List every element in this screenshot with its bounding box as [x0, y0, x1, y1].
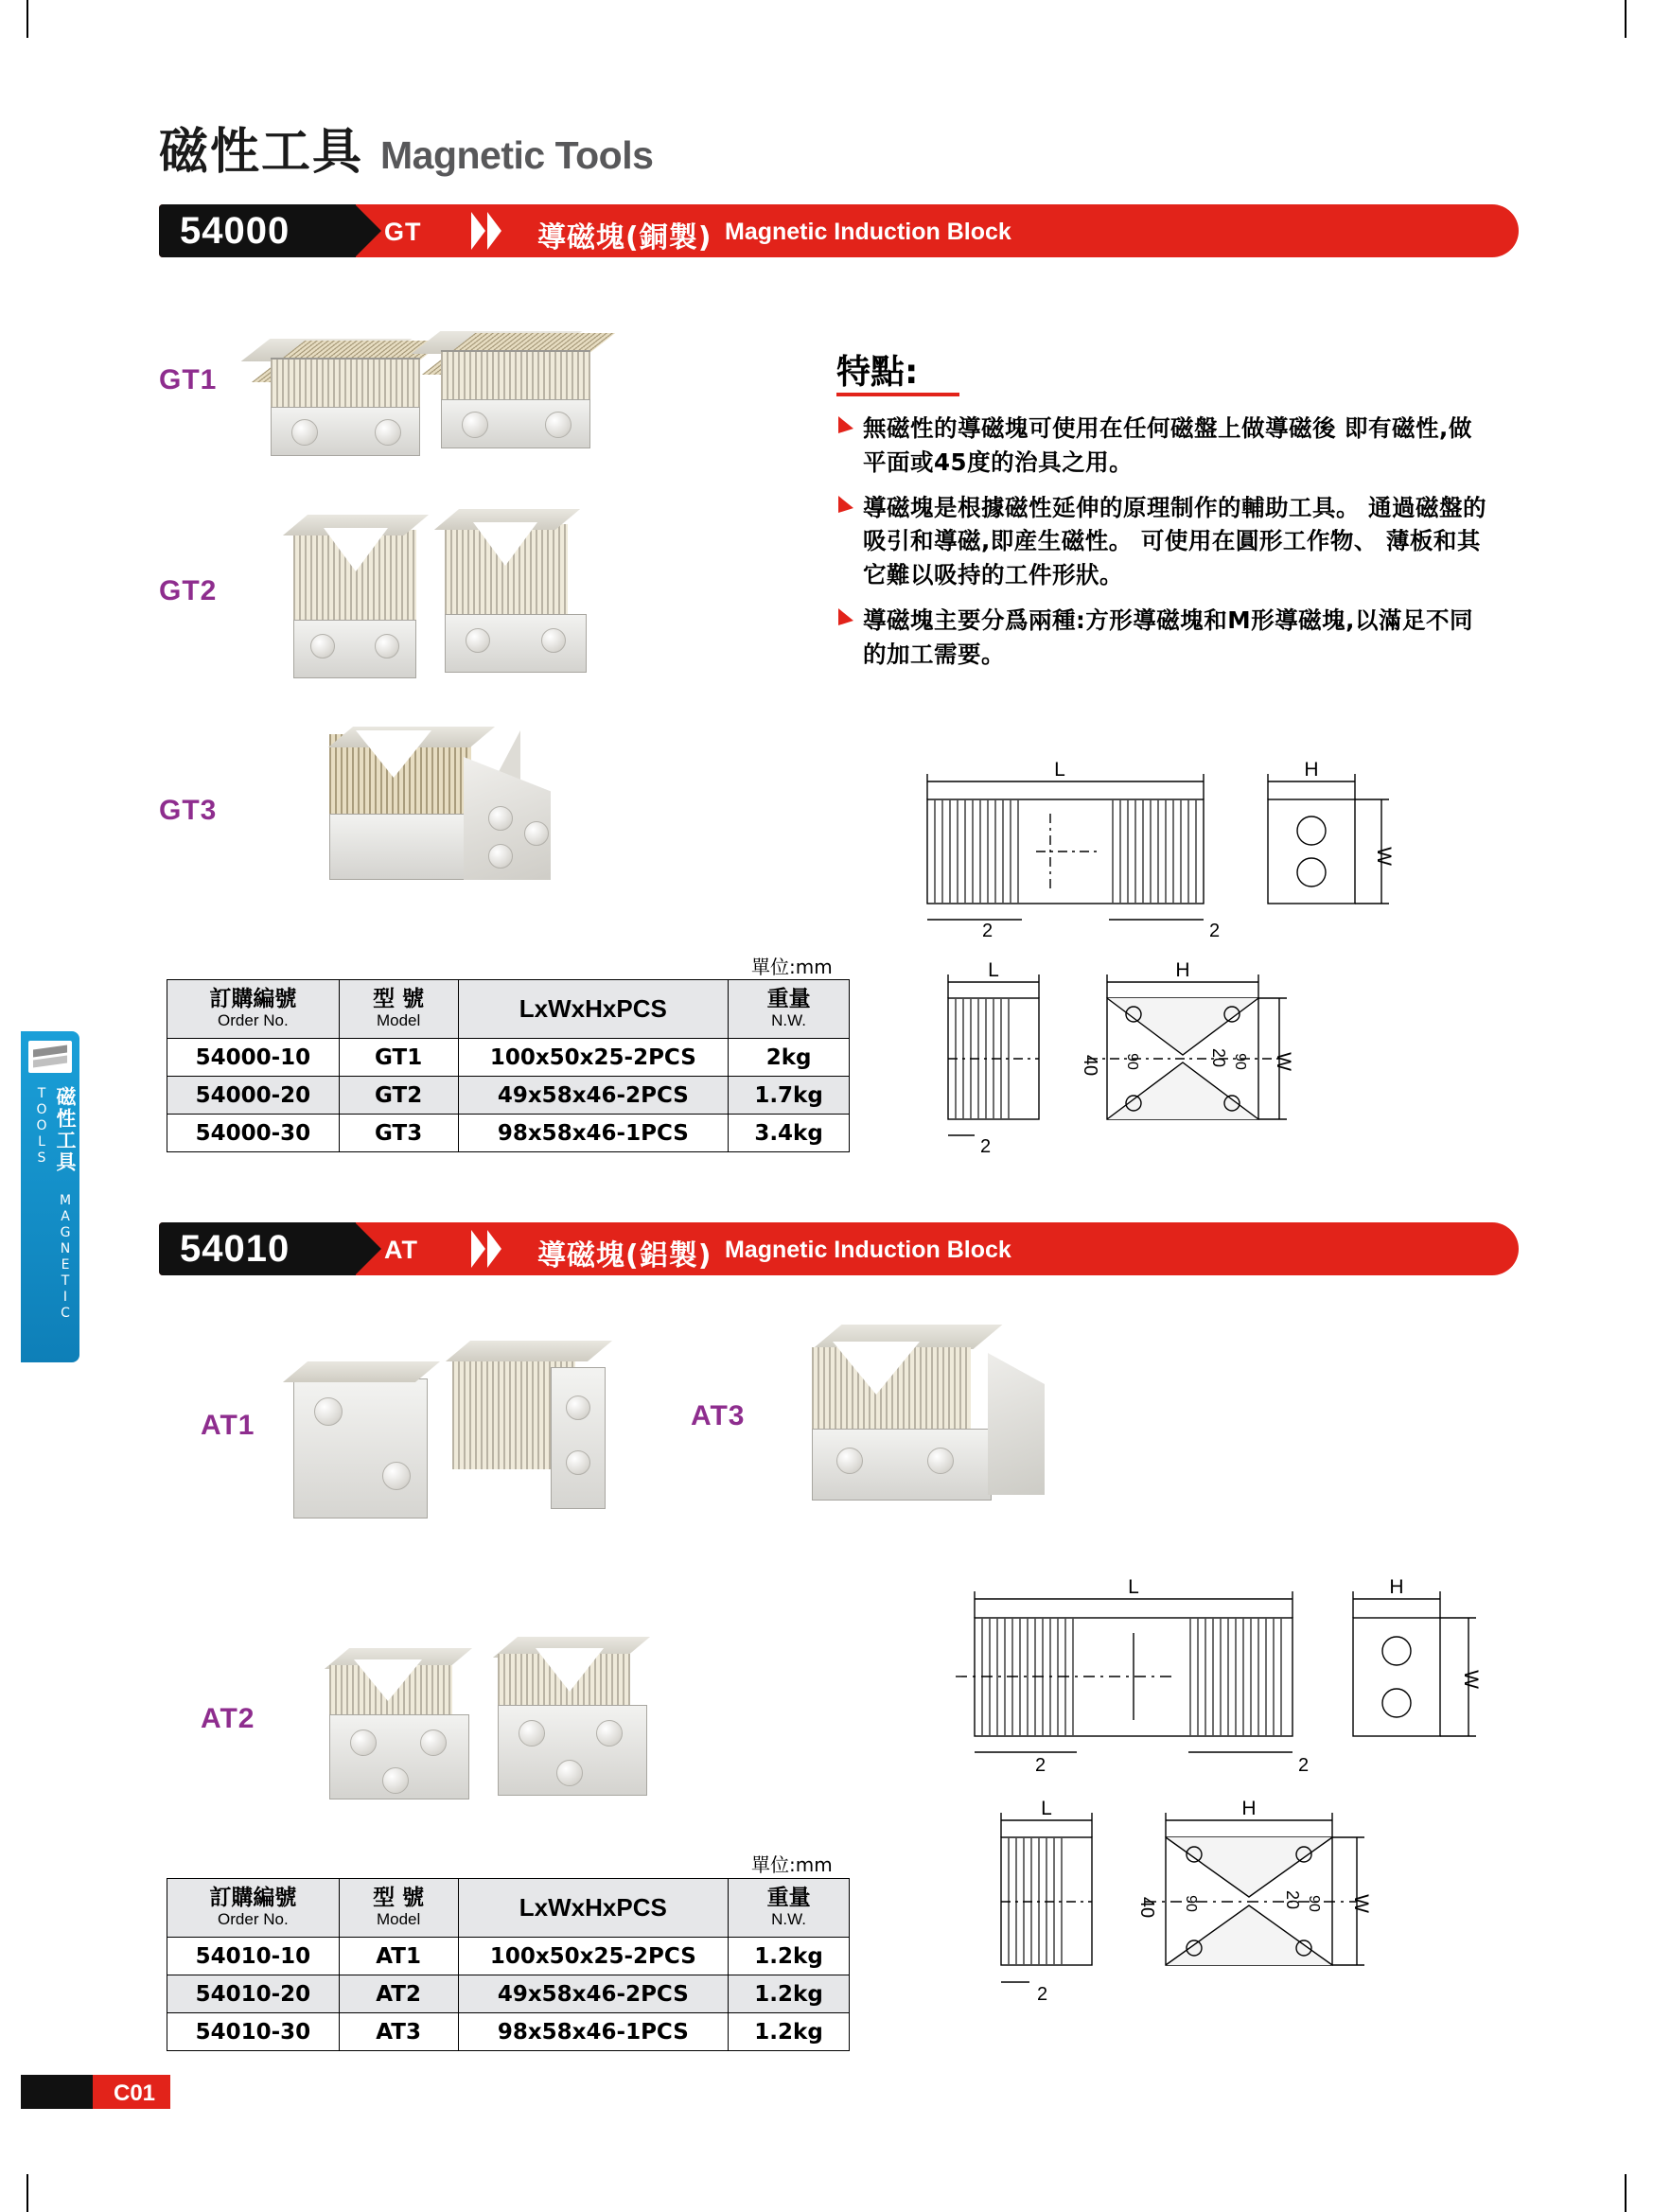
section-name-cn: 導磁塊(鋁製)	[537, 1239, 712, 1273]
svg-text:H: H	[1175, 959, 1190, 981]
cell-model: AT2	[339, 1975, 458, 2013]
th-weight-cn: 重量	[766, 1886, 811, 1911]
svg-text:20: 20	[1283, 1889, 1302, 1910]
feature-text: 導磁塊主要分爲兩種:方形導磁塊和M形導磁塊,以滿足不同的加工需要。	[863, 606, 1473, 668]
page-title	[159, 112, 653, 183]
page-title-cn: 磁性工具	[159, 124, 364, 181]
cell-dimensions: 49x58x46-2PCS	[458, 1975, 729, 2013]
svg-text:H: H	[1241, 1798, 1257, 1819]
cell-dimensions: 49x58x46-2PCS	[458, 1077, 729, 1115]
svg-text:L: L	[1128, 1576, 1139, 1598]
model-label-gt3: GT3	[159, 795, 218, 826]
cell-dimensions: 100x50x25-2PCS	[458, 1938, 729, 1975]
cell-order-no: 54000-30	[167, 1115, 340, 1152]
th-model-en: Model	[376, 1910, 421, 1929]
th-order-no-cn: 訂購編號	[209, 1886, 297, 1911]
th-model-cn: 型 號	[373, 1886, 425, 1911]
svg-text:2: 2	[1298, 1755, 1310, 1776]
th-order-no-cn: 訂購編號	[209, 987, 297, 1012]
svg-text:W: W	[1373, 847, 1395, 866]
th-weight-cn: 重量	[766, 987, 811, 1012]
crop-mark-tr-v	[1625, 0, 1627, 38]
product-photo-at1	[284, 1329, 662, 1537]
th-dimensions	[458, 980, 729, 1039]
table-row	[167, 1975, 850, 2013]
cell-weight: 1.2kg	[729, 1938, 850, 1975]
svg-text:W: W	[1350, 1894, 1372, 1913]
th-weight-en: N.W.	[771, 1011, 806, 1030]
product-photo-at2	[322, 1627, 719, 1817]
svg-text:L: L	[1041, 1798, 1052, 1819]
table-row	[167, 1039, 850, 1077]
svg-text:L: L	[1054, 759, 1065, 781]
cell-weight: 1.7kg	[729, 1077, 850, 1115]
th-dimensions	[458, 1879, 729, 1938]
model-label-at1: AT1	[201, 1410, 255, 1441]
svg-text:W: W	[1273, 1052, 1294, 1071]
unit-note-2: 單位:mm	[751, 1853, 833, 1876]
th-dimensions-label: LxWxHxPCS	[519, 994, 667, 1023]
section-name-en: Magnetic Induction Block	[725, 1237, 1011, 1263]
cell-weight: 1.2kg	[729, 1975, 850, 2013]
spec-table-54000	[167, 979, 850, 1152]
side-tab-label-cn: 磁性工具	[54, 1086, 77, 1173]
svg-text:W: W	[1460, 1670, 1482, 1689]
section-abbr: GT	[384, 218, 422, 246]
cell-model: GT3	[339, 1115, 458, 1152]
features-underline	[836, 393, 959, 396]
table-header-row	[167, 1879, 850, 1938]
svg-text:90: 90	[1232, 1053, 1248, 1070]
cell-order-no: 54000-20	[167, 1077, 340, 1115]
th-dimensions-label: LxWxHxPCS	[519, 1893, 667, 1922]
cell-model: GT1	[339, 1039, 458, 1077]
technical-drawing-54010	[956, 1571, 1542, 2044]
feature-item	[838, 412, 1491, 480]
section-code: 54000	[180, 210, 290, 252]
cell-model: AT3	[339, 2013, 458, 2051]
arrow-bullet-icon	[838, 604, 863, 672]
features-title: 特點:	[836, 353, 919, 392]
model-label-gt1: GT1	[159, 364, 218, 395]
th-model-en: Model	[376, 1011, 421, 1030]
drawing-svg	[956, 1571, 1542, 2044]
svg-text:2: 2	[1035, 1755, 1046, 1776]
svg-text:H: H	[1304, 759, 1319, 781]
cell-dimensions: 98x58x46-1PCS	[458, 1115, 729, 1152]
svg-text:H: H	[1389, 1576, 1404, 1598]
th-weight-en: N.W.	[771, 1910, 806, 1929]
cell-order-no: 54010-10	[167, 1938, 340, 1975]
model-label-gt2: GT2	[159, 575, 218, 606]
feature-item	[838, 491, 1491, 592]
model-label-at2: AT2	[201, 1703, 255, 1734]
tools-icon	[28, 1041, 72, 1073]
cell-model: GT2	[339, 1077, 458, 1115]
crop-mark-bl-v	[26, 2174, 28, 2212]
svg-text:2: 2	[980, 1136, 992, 1157]
feature-text: 無磁性的導磁塊可使用在任何磁盤上做導磁後 即有磁性,做平面或45度的治具之用。	[863, 414, 1472, 476]
chevron-icon	[471, 1230, 503, 1273]
table-row	[167, 1115, 850, 1152]
crop-mark-br-v	[1625, 2174, 1627, 2212]
table-row	[167, 2013, 850, 2051]
table-row	[167, 1077, 850, 1115]
technical-drawing-54000	[908, 757, 1476, 1211]
th-order-no-en: Order No.	[218, 1011, 289, 1030]
cell-weight: 3.4kg	[729, 1115, 850, 1152]
page-number: C01	[114, 2080, 156, 2106]
product-photo-at3	[795, 1315, 1107, 1533]
section-name-cn: 導磁塊(銅製)	[537, 221, 712, 255]
cell-weight: 1.2kg	[729, 2013, 850, 2051]
feature-text: 導磁塊是根據磁性延伸的原理制作的輔助工具。 通過磁盤的吸引和導磁,即産生磁性。 可使用在圓形工作物、 薄板和其它難以吸持的工件形狀。	[863, 493, 1487, 589]
side-tab-text	[21, 1086, 79, 1362]
section-code: 54010	[180, 1228, 290, 1270]
th-model	[339, 980, 458, 1039]
svg-text:L: L	[988, 959, 999, 981]
svg-text:90: 90	[1306, 1895, 1322, 1912]
page-title-en: Magnetic Tools	[380, 133, 654, 177]
side-tab-label-en: MAGNETIC TOOLS	[34, 1086, 73, 1322]
svg-text:90: 90	[1183, 1895, 1199, 1912]
product-photo-gt2	[284, 501, 662, 681]
th-model	[339, 1879, 458, 1938]
arrow-bullet-icon	[838, 491, 863, 592]
feature-item	[838, 604, 1491, 672]
drawing-svg	[908, 757, 1476, 1211]
svg-text:2: 2	[982, 921, 994, 941]
svg-text:40: 40	[1080, 1054, 1100, 1077]
section-banner-54010	[159, 1222, 1519, 1275]
section-banner-54000	[159, 204, 1519, 257]
th-weight	[729, 980, 850, 1039]
features-list	[838, 412, 1491, 682]
cell-order-no: 54010-30	[167, 2013, 340, 2051]
cell-weight: 2kg	[729, 1039, 850, 1077]
th-model-cn: 型 號	[373, 987, 425, 1012]
unit-note-1: 單位:mm	[751, 956, 833, 978]
cell-dimensions: 98x58x46-1PCS	[458, 2013, 729, 2051]
spec-table-54010	[167, 1878, 850, 2051]
cell-order-no: 54010-20	[167, 1975, 340, 2013]
chevron-icon	[471, 212, 503, 255]
th-order-no	[167, 980, 340, 1039]
arrow-bullet-icon	[838, 412, 863, 480]
side-tab[interactable]	[21, 1031, 79, 1362]
th-weight	[729, 1879, 850, 1938]
th-order-no	[167, 1879, 340, 1938]
section-name-en: Magnetic Induction Block	[725, 219, 1011, 245]
product-photo-gt1	[255, 322, 653, 473]
svg-text:40: 40	[1136, 1896, 1157, 1919]
crop-mark-tl-v	[26, 0, 28, 38]
svg-text:20: 20	[1209, 1047, 1228, 1068]
svg-text:2: 2	[1037, 1984, 1048, 2005]
product-photo-gt3	[322, 719, 587, 908]
table-row	[167, 1938, 850, 1975]
cell-dimensions: 100x50x25-2PCS	[458, 1039, 729, 1077]
table-header-row	[167, 980, 850, 1039]
cell-order-no: 54000-10	[167, 1039, 340, 1077]
svg-text:2: 2	[1209, 921, 1221, 941]
section-abbr: AT	[384, 1236, 418, 1264]
th-order-no-en: Order No.	[218, 1910, 289, 1929]
model-label-at3: AT3	[691, 1400, 746, 1431]
svg-text:90: 90	[1124, 1053, 1140, 1070]
cell-model: AT1	[339, 1938, 458, 1975]
